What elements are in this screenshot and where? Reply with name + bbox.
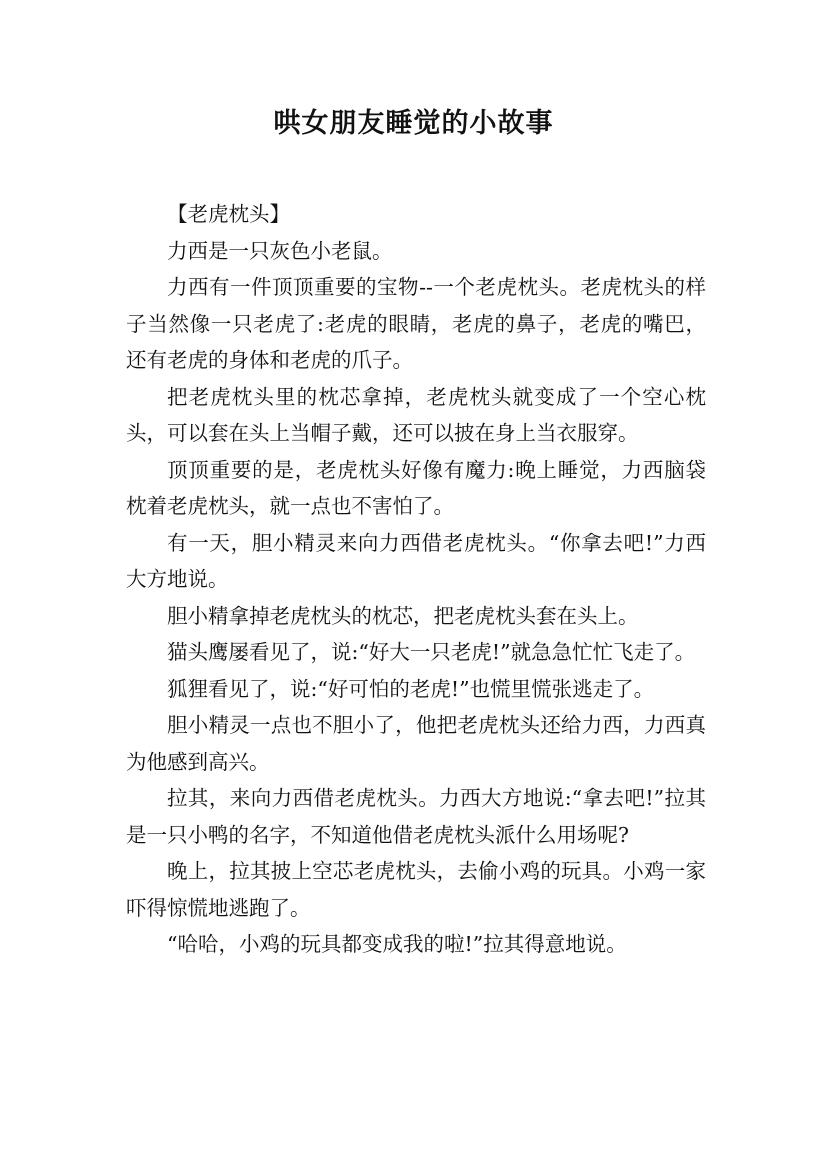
paragraph: 有一天，胆小精灵来向力西借老虎枕头。“你拿去吧!”力西大方地说。 — [126, 530, 706, 591]
paragraph: 顶顶重要的是，老虎枕头好像有魔力:晚上睡觉，力西脑袋枕着老虎枕头，就一点也不害怕了。 — [126, 457, 706, 518]
paragraph: “哈哈，小鸡的玩具都变成我的啦!”拉其得意地说。 — [167, 932, 627, 956]
paragraph: 力西有一件顶顶重要的宝物--一个老虎枕头。老虎枕头的样子当然像一只老虎了:老虎的眼睛，老虎的鼻子，老虎的嘴巴，还有老虎的身体和老虎的爪子。 — [126, 275, 706, 372]
paragraph: 力西是一只灰色小老鼠。 — [167, 238, 393, 263]
paragraph: 狐狸看见了，说:“好可怕的老虎!”也慌里慌张逃走了。 — [167, 676, 655, 701]
paragraph: 拉其，来向力西借老虎枕头。力西大方地说:“拿去吧!”拉其是一只小鸭的名字，不知道他借老虎枕头派什么用场呢? — [126, 786, 706, 847]
paragraph: 【老虎枕头】 — [167, 202, 290, 226]
paragraph: 猫头鹰屡看见了，说:“好大一只老虎!”就急急忙忙飞走了。 — [167, 640, 696, 664]
document-body — [126, 196, 706, 963]
paragraph: 胆小精拿掉老虎枕头的枕芯，把老虎枕头套在头上。 — [167, 603, 639, 628]
paragraph: 胆小精灵一点也不胆小了，他把老虎枕头还给力西，力西真为他感到高兴。 — [126, 713, 706, 774]
paragraph: 晚上，拉其披上空芯老虎枕头，去偷小鸡的玩具。小鸡一家吓得惊慌地逃跑了。 — [126, 859, 706, 920]
document-title: 哄女朋友睡觉的小故事 — [273, 108, 554, 139]
paragraph: 把老虎枕头里的枕芯拿掉，老虎枕头就变成了一个空心枕头，可以套在头上当帽子戴，还可以披在身上当衣服穿。 — [126, 384, 706, 445]
